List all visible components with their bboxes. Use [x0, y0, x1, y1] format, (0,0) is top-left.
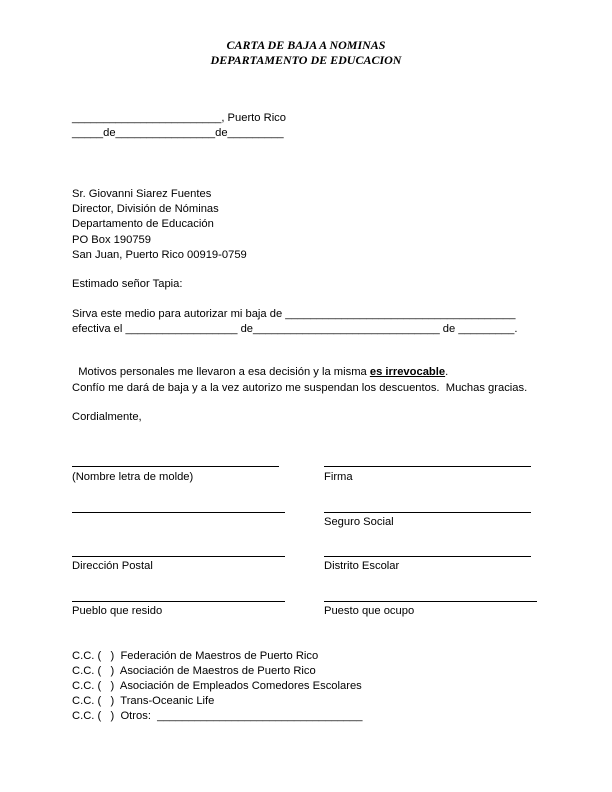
postal-address-rule — [72, 556, 285, 557]
salutation: Estimado señor Tapia: — [72, 278, 183, 290]
town-rule — [72, 601, 285, 602]
recipient-city: San Juan, Puerto Rico 00919-0759 — [72, 249, 247, 261]
place-line: ________________________, Puerto Rico — [72, 112, 286, 124]
social-security-label: Seguro Social — [324, 516, 394, 528]
cc-item: C.C. ( ) Federación de Maestros de Puerto Rico — [72, 650, 319, 662]
school-district-rule — [324, 556, 531, 557]
social-security-rule — [324, 512, 531, 513]
recipient-po-box: PO Box 190759 — [72, 234, 151, 246]
closing: Cordialmente, — [72, 411, 142, 423]
authorize-line-1: Sirva este medio para autorizar mi baja de _____________________________________ — [72, 308, 516, 320]
motives-suffix: . — [445, 366, 449, 378]
town-label: Pueblo que resido — [72, 605, 163, 617]
position-label: Puesto que ocupo — [324, 605, 415, 617]
cc-item: C.C. ( ) Asociación de Maestros de Puerto Rico — [72, 665, 316, 677]
blank-rule — [72, 512, 285, 513]
postal-address-label: Dirección Postal — [72, 560, 153, 572]
name-signature-rule — [72, 466, 279, 467]
name-label: (Nombre letra de molde) — [72, 471, 194, 483]
date-line: _____de________________de_________ — [72, 127, 284, 139]
cc-item: C.C. ( ) Trans-Oceanic Life — [72, 695, 215, 707]
signature-rule — [324, 466, 531, 467]
document-subtitle: DEPARTAMENTO DE EDUCACION — [210, 53, 402, 67]
document-title: CARTA DE BAJA A NOMINAS — [226, 38, 386, 52]
recipient-name: Sr. Giovanni Siarez Fuentes — [72, 188, 212, 200]
thanks-line: Confío me dará de baja y a la vez autorizo me suspendan los descuentos. Muchas gracias. — [72, 382, 528, 394]
recipient-title: Director, División de Nóminas — [72, 203, 219, 215]
motives-emphasis: es irrevocable — [369, 366, 446, 378]
motives-line — [72, 351, 448, 379]
recipient-department: Departamento de Educación — [72, 218, 214, 230]
motives-prefix: Motivos personales me llevaron a esa decisión y la misma — [78, 366, 370, 378]
cc-item-other: C.C. ( ) Otros: _________________________________ — [72, 710, 363, 722]
signature-label: Firma — [324, 471, 353, 483]
position-rule — [324, 601, 537, 602]
school-district-label: Distrito Escolar — [324, 560, 400, 572]
authorize-line-2: efectiva el __________________ de______________________________ de _________. — [72, 323, 518, 335]
cc-item: C.C. ( ) Asociación de Empleados Comedores Escolares — [72, 680, 362, 692]
